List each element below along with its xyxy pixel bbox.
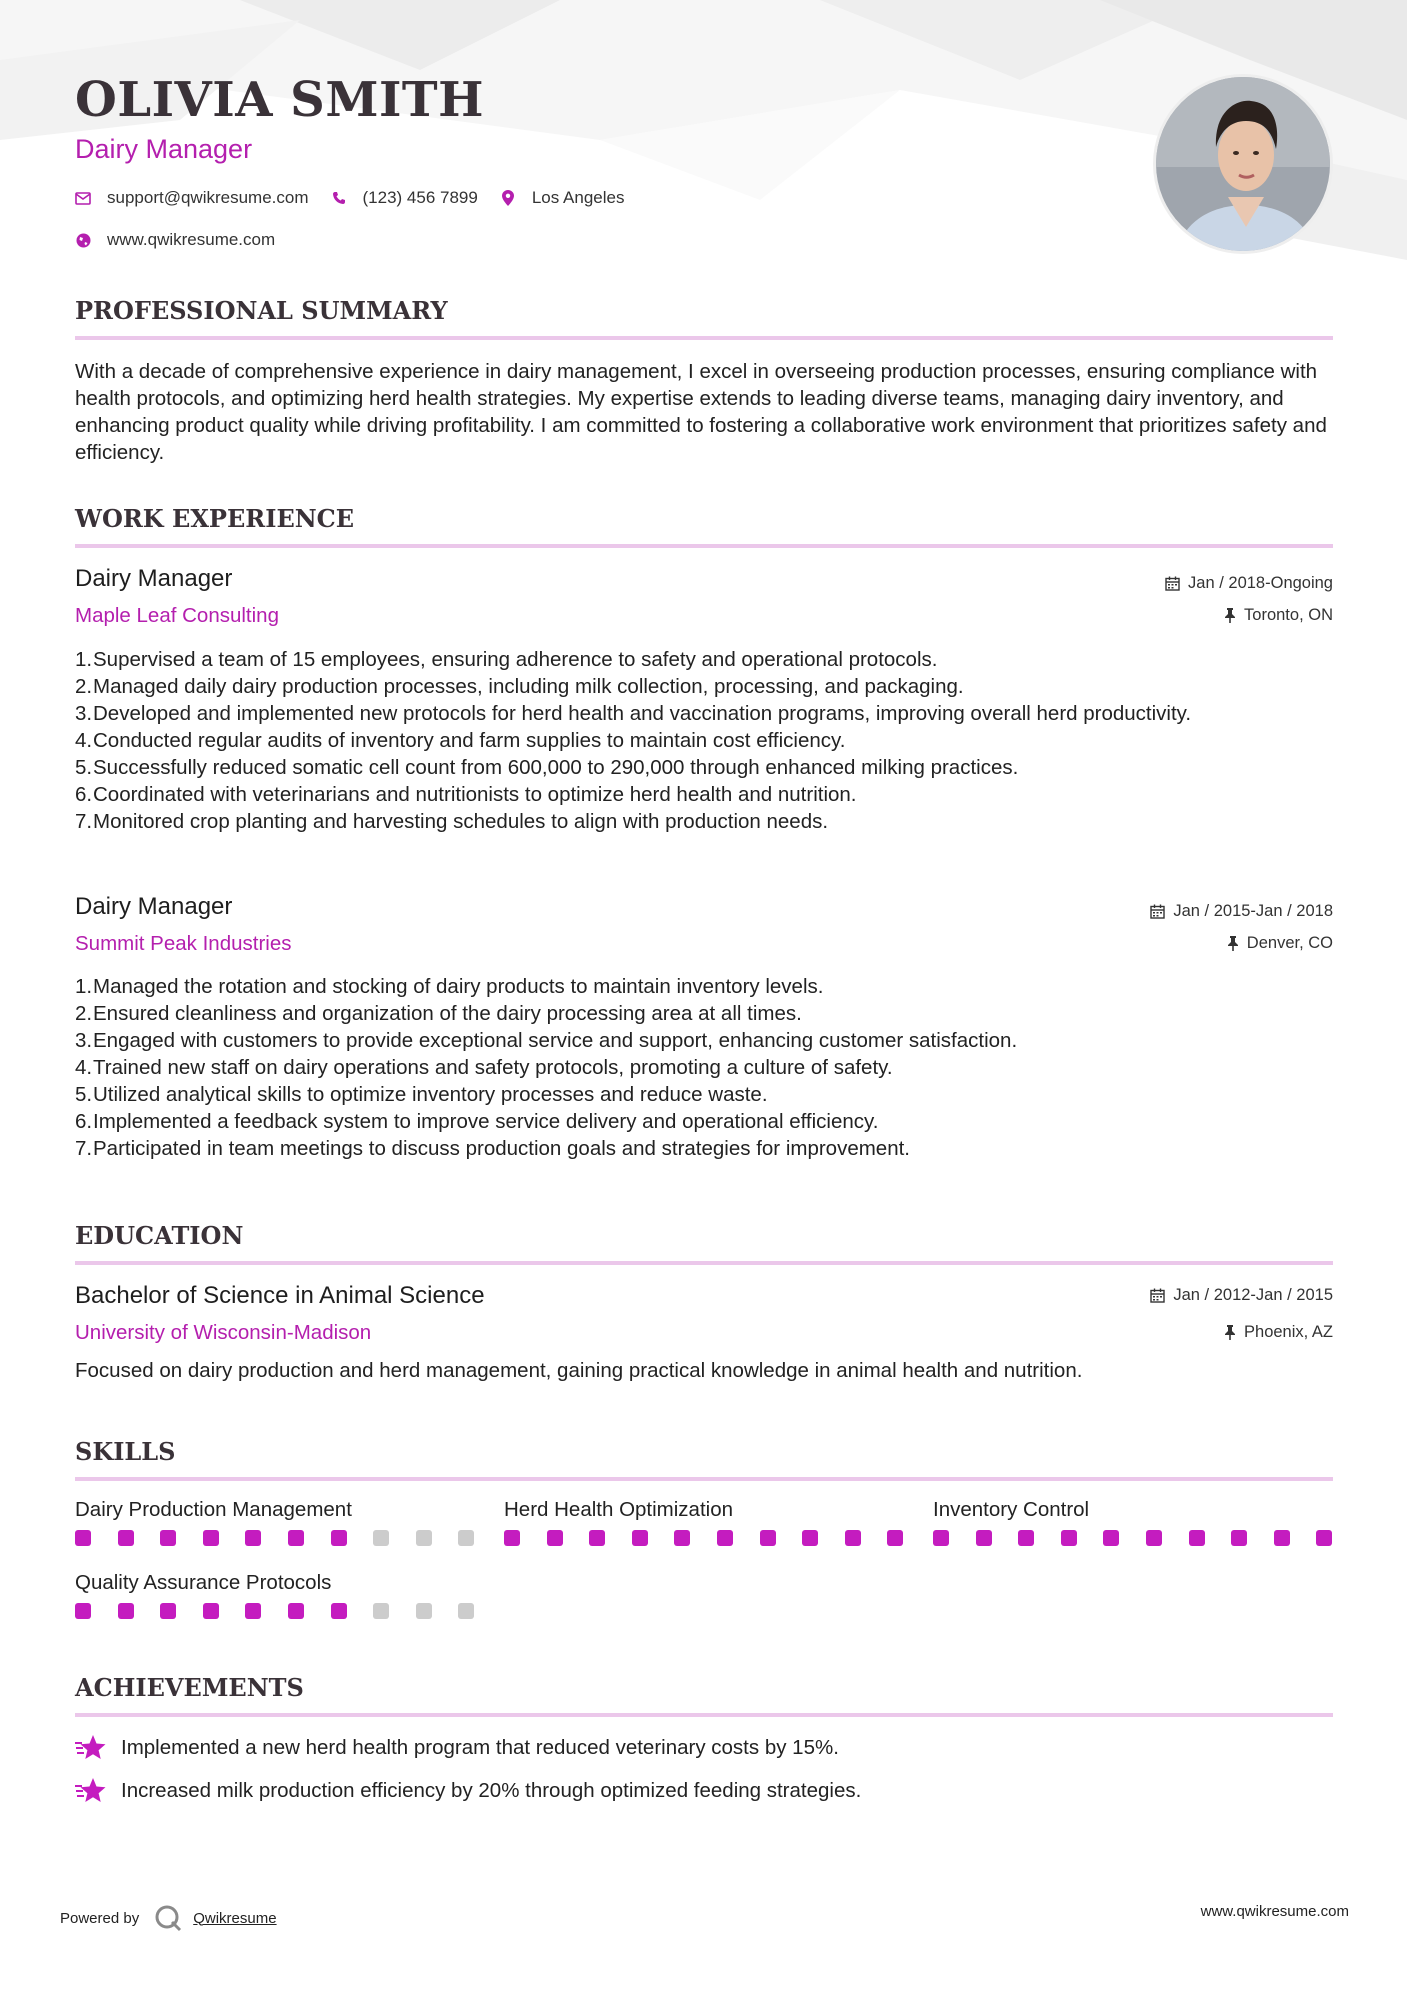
- list-item: 7. Participated in team meetings to discuss production goals and strategies for improvement.: [75, 1137, 910, 1160]
- skill-dot-filled: [331, 1603, 347, 1619]
- experience-heading: WORK EXPERIENCE: [75, 504, 355, 533]
- summary-text: With a decade of comprehensive experience in dairy management, I excel in overseeing production processes, ensuring compliance with health protocols, and optimizing herd health strategies. My expertise extends to leading diverse teams, managing dairy inventory, and enhancing product quality while driving profitability. I am committed to fostering a collaborative work environment that prioritizes safety and efficiency.: [75, 360, 1327, 464]
- contact-email[interactable]: [75, 188, 309, 208]
- skill-dot-filled: [203, 1603, 219, 1619]
- education-description: Focused on dairy production and herd management, gaining practical knowledge in animal health and nutrition.: [75, 1359, 1083, 1382]
- skill-dot-filled: [1274, 1530, 1290, 1546]
- skill-rating: [504, 1530, 904, 1546]
- job-dates: [1165, 574, 1333, 593]
- skill-dot-filled: [1103, 1530, 1119, 1546]
- star-icon: [75, 1777, 107, 1805]
- skill-item: [75, 1571, 475, 1619]
- achievement-text: Increased milk production efficiency by 20% through optimized feeding strategies.: [121, 1779, 862, 1802]
- skill-dot-filled: [203, 1530, 219, 1546]
- skill-item: [504, 1498, 904, 1546]
- star-icon: [75, 1734, 107, 1762]
- section-divider: [75, 336, 1333, 340]
- skill-dot-filled: [1316, 1530, 1332, 1546]
- skill-dot-filled: [504, 1530, 520, 1546]
- section-divider: [75, 1261, 1333, 1265]
- list-item: 6. Implemented a feedback system to improve service delivery and operational efficiency.: [75, 1110, 879, 1133]
- skill-dot-filled: [674, 1530, 690, 1546]
- skill-dot-filled: [1018, 1530, 1034, 1546]
- skill-item: [75, 1498, 475, 1546]
- candidate-title: Dairy Manager: [75, 134, 253, 164]
- dates-text: Jan / 2018-Ongoing: [1188, 574, 1333, 592]
- skill-dot-filled: [933, 1530, 949, 1546]
- email-text: support@qwikresume.com: [107, 188, 309, 207]
- skill-dot-empty: [373, 1603, 389, 1619]
- education-heading: EDUCATION: [75, 1221, 244, 1250]
- achievements-heading: ACHIEVEMENTS: [75, 1673, 304, 1702]
- skill-dot-filled: [589, 1530, 605, 1546]
- skill-dot-filled: [288, 1530, 304, 1546]
- skill-name: Inventory Control: [933, 1498, 1090, 1521]
- list-item: 5. Utilized analytical skills to optimize inventory processes and reduce waste.: [75, 1083, 768, 1106]
- skill-dot-filled: [331, 1530, 347, 1546]
- skill-dot-filled: [547, 1530, 563, 1546]
- calendar-icon: [1150, 904, 1165, 919]
- job-title: Dairy Manager: [75, 893, 233, 920]
- skill-dot-filled: [160, 1530, 176, 1546]
- list-item: 3. Developed and implemented new protocols for herd health and vaccination programs, improving overall herd productivity.: [75, 702, 1192, 725]
- skill-dot-filled: [1231, 1530, 1247, 1546]
- powered-by-label: Powered by: [60, 1909, 140, 1927]
- envelope-icon: [75, 190, 91, 206]
- skill-dot-filled: [760, 1530, 776, 1546]
- summary-heading: PROFESSIONAL SUMMARY: [75, 296, 448, 325]
- skill-dot-filled: [1189, 1530, 1205, 1546]
- company-name: Summit Peak Industries: [75, 932, 292, 955]
- list-item: 4. Conducted regular audits of inventory and farm supplies to maintain cost efficiency.: [75, 729, 846, 752]
- list-item: 3. Engaged with customers to provide exceptional service and support, enhancing customer satisfaction.: [75, 1029, 1018, 1052]
- list-item: 2. Managed daily dairy production processes, including milk collection, processing, and packaging.: [75, 675, 964, 698]
- candidate-name: OLIVIA SMITH: [75, 72, 484, 128]
- pushpin-icon: [1224, 608, 1236, 623]
- list-item: 2. Ensured cleanliness and organization of the dairy processing area at all times.: [75, 1002, 802, 1025]
- section-divider: [75, 1477, 1333, 1481]
- job-location: [1224, 606, 1333, 625]
- job-dates: [1150, 902, 1333, 921]
- skill-dot-empty: [416, 1603, 432, 1619]
- skill-item: [933, 1498, 1333, 1546]
- calendar-icon: [1150, 1288, 1165, 1303]
- phone-text: (123) 456 7899: [362, 188, 478, 207]
- job-title: Dairy Manager: [75, 565, 233, 592]
- dates-text: Jan / 2015-Jan / 2018: [1173, 902, 1333, 920]
- profile-photo: [1153, 74, 1333, 254]
- contact-location: [500, 188, 625, 208]
- phone-icon: [331, 190, 347, 206]
- skill-dot-filled: [1146, 1530, 1162, 1546]
- list-item: 6. Coordinated with veterinarians and nutritionists to optimize herd health and nutrition.: [75, 783, 857, 806]
- education-dates: [1150, 1286, 1333, 1305]
- contact-phone[interactable]: [331, 188, 478, 208]
- list-item: 7. Monitored crop planting and harvesting schedules to align with production needs.: [75, 810, 829, 833]
- list-item: 4. Trained new staff on dairy operations and safety protocols, promoting a culture of safety.: [75, 1056, 893, 1079]
- pushpin-icon: [1227, 936, 1239, 951]
- dates-text: Jan / 2012-Jan / 2015: [1173, 1286, 1333, 1304]
- skills-heading: SKILLS: [75, 1437, 176, 1466]
- qwikresume-logo-icon: [153, 1903, 183, 1933]
- skill-name: Herd Health Optimization: [504, 1498, 734, 1521]
- skill-dot-filled: [245, 1530, 261, 1546]
- skill-dot-filled: [845, 1530, 861, 1546]
- achievement-item: [75, 1734, 839, 1762]
- skill-dot-empty: [458, 1530, 474, 1546]
- footer-powered-by: [60, 1903, 277, 1933]
- location-text: Denver, CO: [1246, 934, 1333, 952]
- list-item: 1. Managed the rotation and stocking of dairy products to maintain inventory levels.: [75, 975, 824, 998]
- skill-dot-filled: [245, 1603, 261, 1619]
- skill-dot-filled: [118, 1530, 134, 1546]
- skill-dot-filled: [887, 1530, 903, 1546]
- skill-dot-filled: [288, 1603, 304, 1619]
- skill-dot-filled: [717, 1530, 733, 1546]
- degree-title: Bachelor of Science in Animal Science: [75, 1282, 485, 1309]
- section-divider: [75, 1713, 1333, 1717]
- skill-dot-filled: [75, 1530, 91, 1546]
- job-bullets: [75, 973, 1333, 1162]
- achievement-item: [75, 1777, 861, 1805]
- contact-website[interactable]: [75, 230, 297, 250]
- skill-name: Dairy Production Management: [75, 1498, 352, 1521]
- map-pin-icon: [500, 190, 516, 206]
- education-location: [1224, 1323, 1333, 1342]
- company-name: Maple Leaf Consulting: [75, 604, 279, 627]
- skill-dot-filled: [118, 1603, 134, 1619]
- footer-site-link[interactable]: www.qwikresume.com: [1200, 1903, 1349, 1920]
- skill-name: Quality Assurance Protocols: [75, 1571, 332, 1594]
- globe-icon: [75, 232, 91, 248]
- skill-dot-filled: [976, 1530, 992, 1546]
- section-divider: [75, 544, 1333, 548]
- skill-dot-empty: [373, 1530, 389, 1546]
- job-bullets: [75, 646, 1333, 835]
- qwikresume-link[interactable]: Qwikresume: [193, 1909, 277, 1927]
- school-name: University of Wisconsin-Madison: [75, 1321, 372, 1344]
- location-text: Los Angeles: [531, 188, 625, 207]
- list-item: 1. Supervised a team of 15 employees, ensuring adherence to safety and operational protocols.: [75, 648, 938, 671]
- location-text: Phoenix, AZ: [1244, 1323, 1333, 1341]
- skill-rating: [933, 1530, 1333, 1546]
- skill-dot-filled: [1061, 1530, 1077, 1546]
- achievement-text: Implemented a new herd health program that reduced veterinary costs by 15%.: [121, 1736, 839, 1759]
- location-text: Toronto, ON: [1244, 606, 1333, 624]
- calendar-icon: [1165, 576, 1180, 591]
- skill-rating: [75, 1603, 475, 1619]
- skill-dot-filled: [75, 1603, 91, 1619]
- skill-dot-filled: [160, 1603, 176, 1619]
- job-location: [1227, 934, 1333, 953]
- skill-dot-filled: [802, 1530, 818, 1546]
- website-text: www.qwikresume.com: [107, 230, 276, 249]
- skill-dot-filled: [632, 1530, 648, 1546]
- skill-rating: [75, 1530, 475, 1546]
- skill-dot-empty: [458, 1603, 474, 1619]
- skill-dot-empty: [416, 1530, 432, 1546]
- contact-row: [75, 188, 646, 208]
- list-item: 5. Successfully reduced somatic cell count from 600,000 to 290,000 through enhanced milking practices.: [75, 756, 1019, 779]
- pushpin-icon: [1224, 1325, 1236, 1340]
